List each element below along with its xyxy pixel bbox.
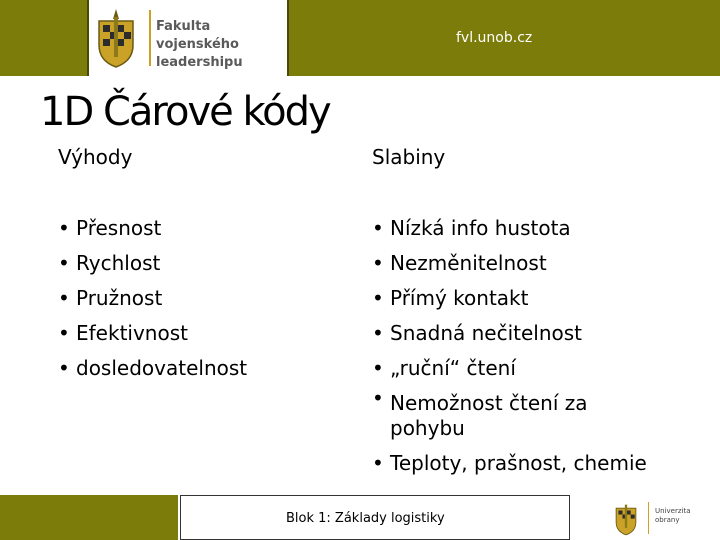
university-crest-icon	[612, 500, 640, 536]
list-item: • Snadná nečitelnost	[372, 316, 702, 351]
footer-text: Blok 1: Základy logistiky	[286, 511, 445, 526]
list-item: • Pružnost	[58, 281, 358, 316]
header-url: fvl.unob.cz	[456, 30, 533, 46]
slide-title: 1D Čárové kódy	[40, 89, 330, 135]
list-item: • Nezměnitelnost	[372, 246, 702, 281]
header-left-block	[0, 0, 82, 76]
footer-divider	[648, 502, 649, 534]
weaknesses-list	[372, 211, 702, 481]
list-item: • Rychlost	[58, 246, 358, 281]
list-item: • Efektivnost	[58, 316, 358, 351]
list-item: • Nemožnost čtení za pohybu	[372, 386, 650, 446]
university-name: Univerzita obrany	[655, 507, 691, 524]
list-item: • Přímý kontakt	[372, 281, 702, 316]
faculty-name: Fakulta vojenského leadershipu	[156, 19, 243, 70]
list-item: • Nízká info hustota	[372, 211, 702, 246]
advantages-heading: Výhody	[58, 145, 133, 169]
list-item: • Teploty, prašnost, chemie	[372, 446, 702, 481]
footer-left-block	[0, 495, 178, 540]
faculty-logo	[87, 0, 289, 76]
list-item: • Přesnost	[58, 211, 358, 246]
weaknesses-heading: Slabiny	[372, 145, 446, 169]
logo-divider	[149, 10, 151, 66]
advantages-list	[58, 211, 358, 386]
list-item: • dosledovatelnost	[58, 351, 358, 386]
faculty-crest-icon	[95, 7, 137, 69]
list-item: • „ruční“ čtení	[372, 351, 702, 386]
